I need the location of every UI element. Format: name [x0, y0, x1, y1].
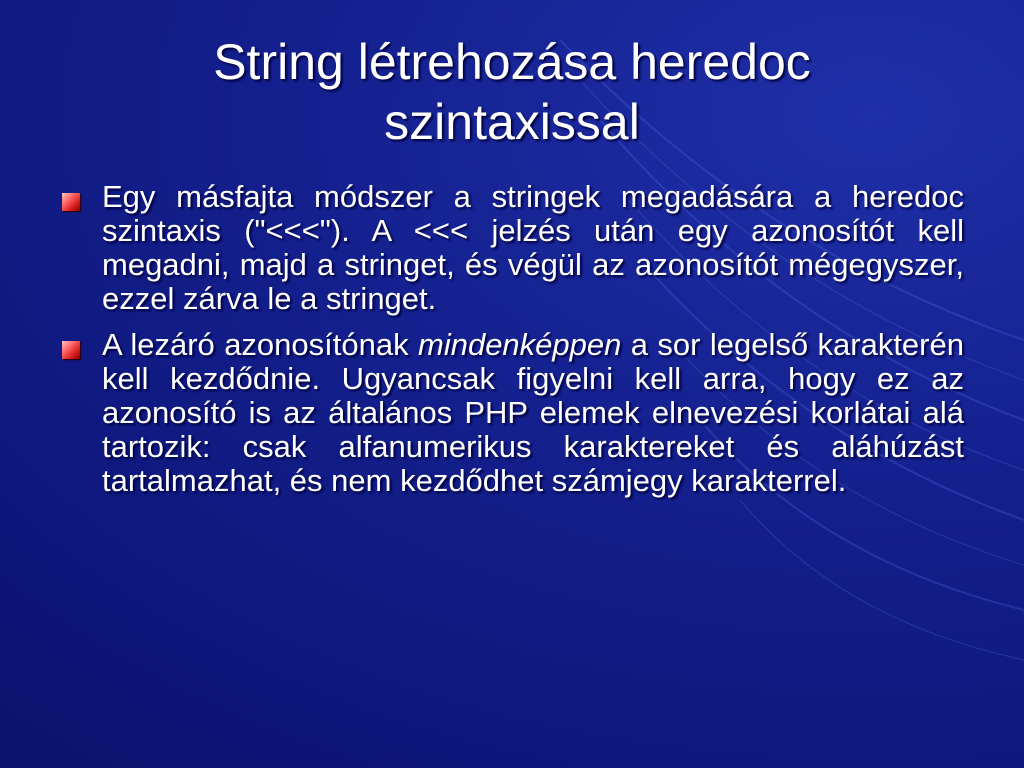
- slide-title: String létrehozása heredoc szintaxissal: [213, 34, 811, 150]
- red-square-bullet-icon: [62, 193, 80, 211]
- bullet-text-emphasis: mindenképpen: [418, 327, 622, 362]
- bullet-item: [60, 328, 964, 498]
- red-square-bullet-icon: [62, 341, 80, 359]
- bullet-text-after: a sor legelső karakterén kell kezdődnie. Ugyancsak figyelni kell arra, hogy ez az azonosító is az általános PHP elemek elnevezési korlátai alá tartozik: csak alfanumerikus karaktereket és aláhúzást tartalmazhat, és nem kezdődhet számjegy karakterrel.: [102, 327, 964, 498]
- bullet-text-before: A lezáró azonosítónak: [102, 327, 418, 362]
- bullet-item: [60, 180, 964, 316]
- bullet-text: Egy másfajta módszer a stringek megadására a heredoc szintaxis ("<<<"). A <<< jelzés után egy azonosítót kell megadni, majd a stringet, és végül az azonosítót mégegyszer, ezzel zárva le a stringet.: [102, 179, 964, 316]
- bullet-list: [60, 180, 964, 510]
